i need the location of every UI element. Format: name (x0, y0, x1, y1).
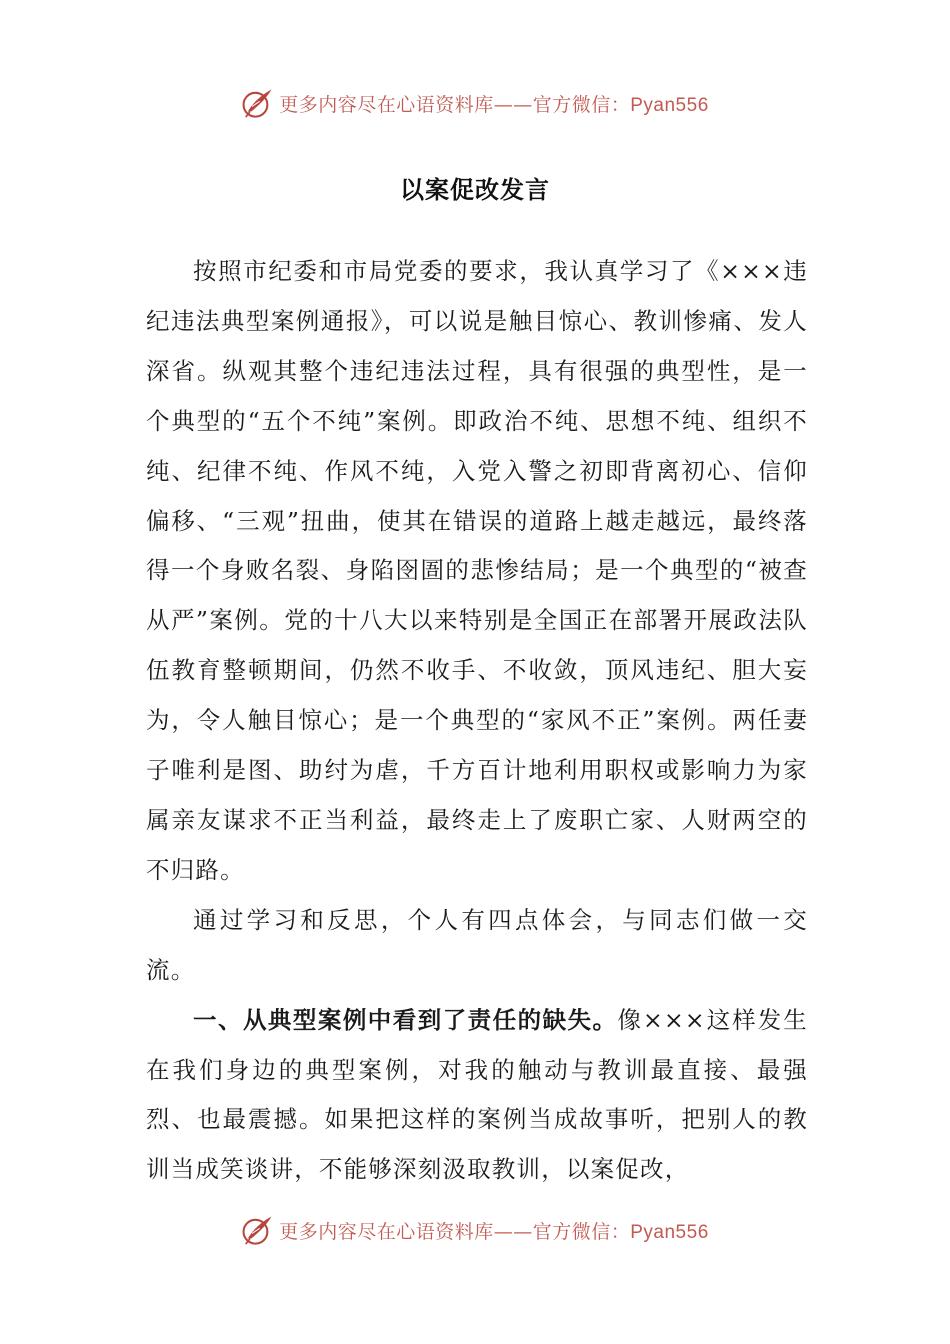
banner-wechat-label: 官方微信： (532, 93, 631, 116)
banner-dash: —— (493, 1220, 533, 1243)
paragraph-3 (146, 996, 808, 1196)
paragraph-1-text: 按照市纪委和市局党委的要求，我认真学习了《×××违纪违法典型案例通报》，可以说是触目惊心、教训惨痛、发人深省。纵观其整个违纪违法过程，具有很强的典型性，是一个典型的“五个不纯”案例。即政治不纯、思想不纯、组织不纯、纪律不纯、作风不纯，入党入警之初即背离初心、信仰偏移、“三观”扭曲，使其在错误的道路上越走越远，最终落得一个身败名裂、身陷囹圄的悲惨结局；是一个典型的“被查从严”案例。党的十八大以来特别是全国正在部署开展政法队伍教育整顿期间，仍然不收手、不收敛，顶风违纪、胆大妄为，令人触目惊心；是一个典型的“家风不正”案例。两任妻子唯利是图、助纣为虐，千方百计地利用职权或影响力为家属亲友谋求不正当利益，最终走上了废职亡家、人财两空的不归路。 (146, 257, 808, 884)
banner-dash: —— (493, 93, 533, 116)
banner-wechat-label: 官方微信： (532, 1220, 631, 1243)
paragraph-2 (146, 896, 808, 996)
section-heading-1: 一、从典型案例中看到了责任的缺失。 (193, 1005, 618, 1034)
paragraph-2-text: 通过学习和反思，个人有四点体会，与同志们做一交流。 (146, 905, 808, 984)
banner-text (279, 1217, 709, 1244)
banner-wechat-id: Pyan556 (630, 1221, 709, 1243)
quill-pen-logo-icon (241, 1213, 275, 1247)
document-body (146, 247, 808, 1195)
document-title: 以案促改发言 (400, 176, 550, 204)
banner-text (279, 90, 709, 117)
banner-wechat-id: Pyan556 (630, 94, 709, 116)
banner-site-name: 更多内容尽在心语资料库 (279, 93, 494, 116)
paragraph-3-text: 像×××这样发生在我们身边的典型案例，对我的触动与教训最直接、最强烈、也最震撼。如果把这样的案例当成故事听，把别人的教训当成笑谈讲，不能够深刻汲取教训，以案促改， (146, 1005, 809, 1184)
footer-banner (0, 1210, 950, 1250)
quill-pen-logo-icon (241, 86, 275, 120)
banner-site-name: 更多内容尽在心语资料库 (279, 1220, 494, 1243)
paragraph-1 (146, 247, 808, 896)
header-banner (0, 83, 950, 123)
